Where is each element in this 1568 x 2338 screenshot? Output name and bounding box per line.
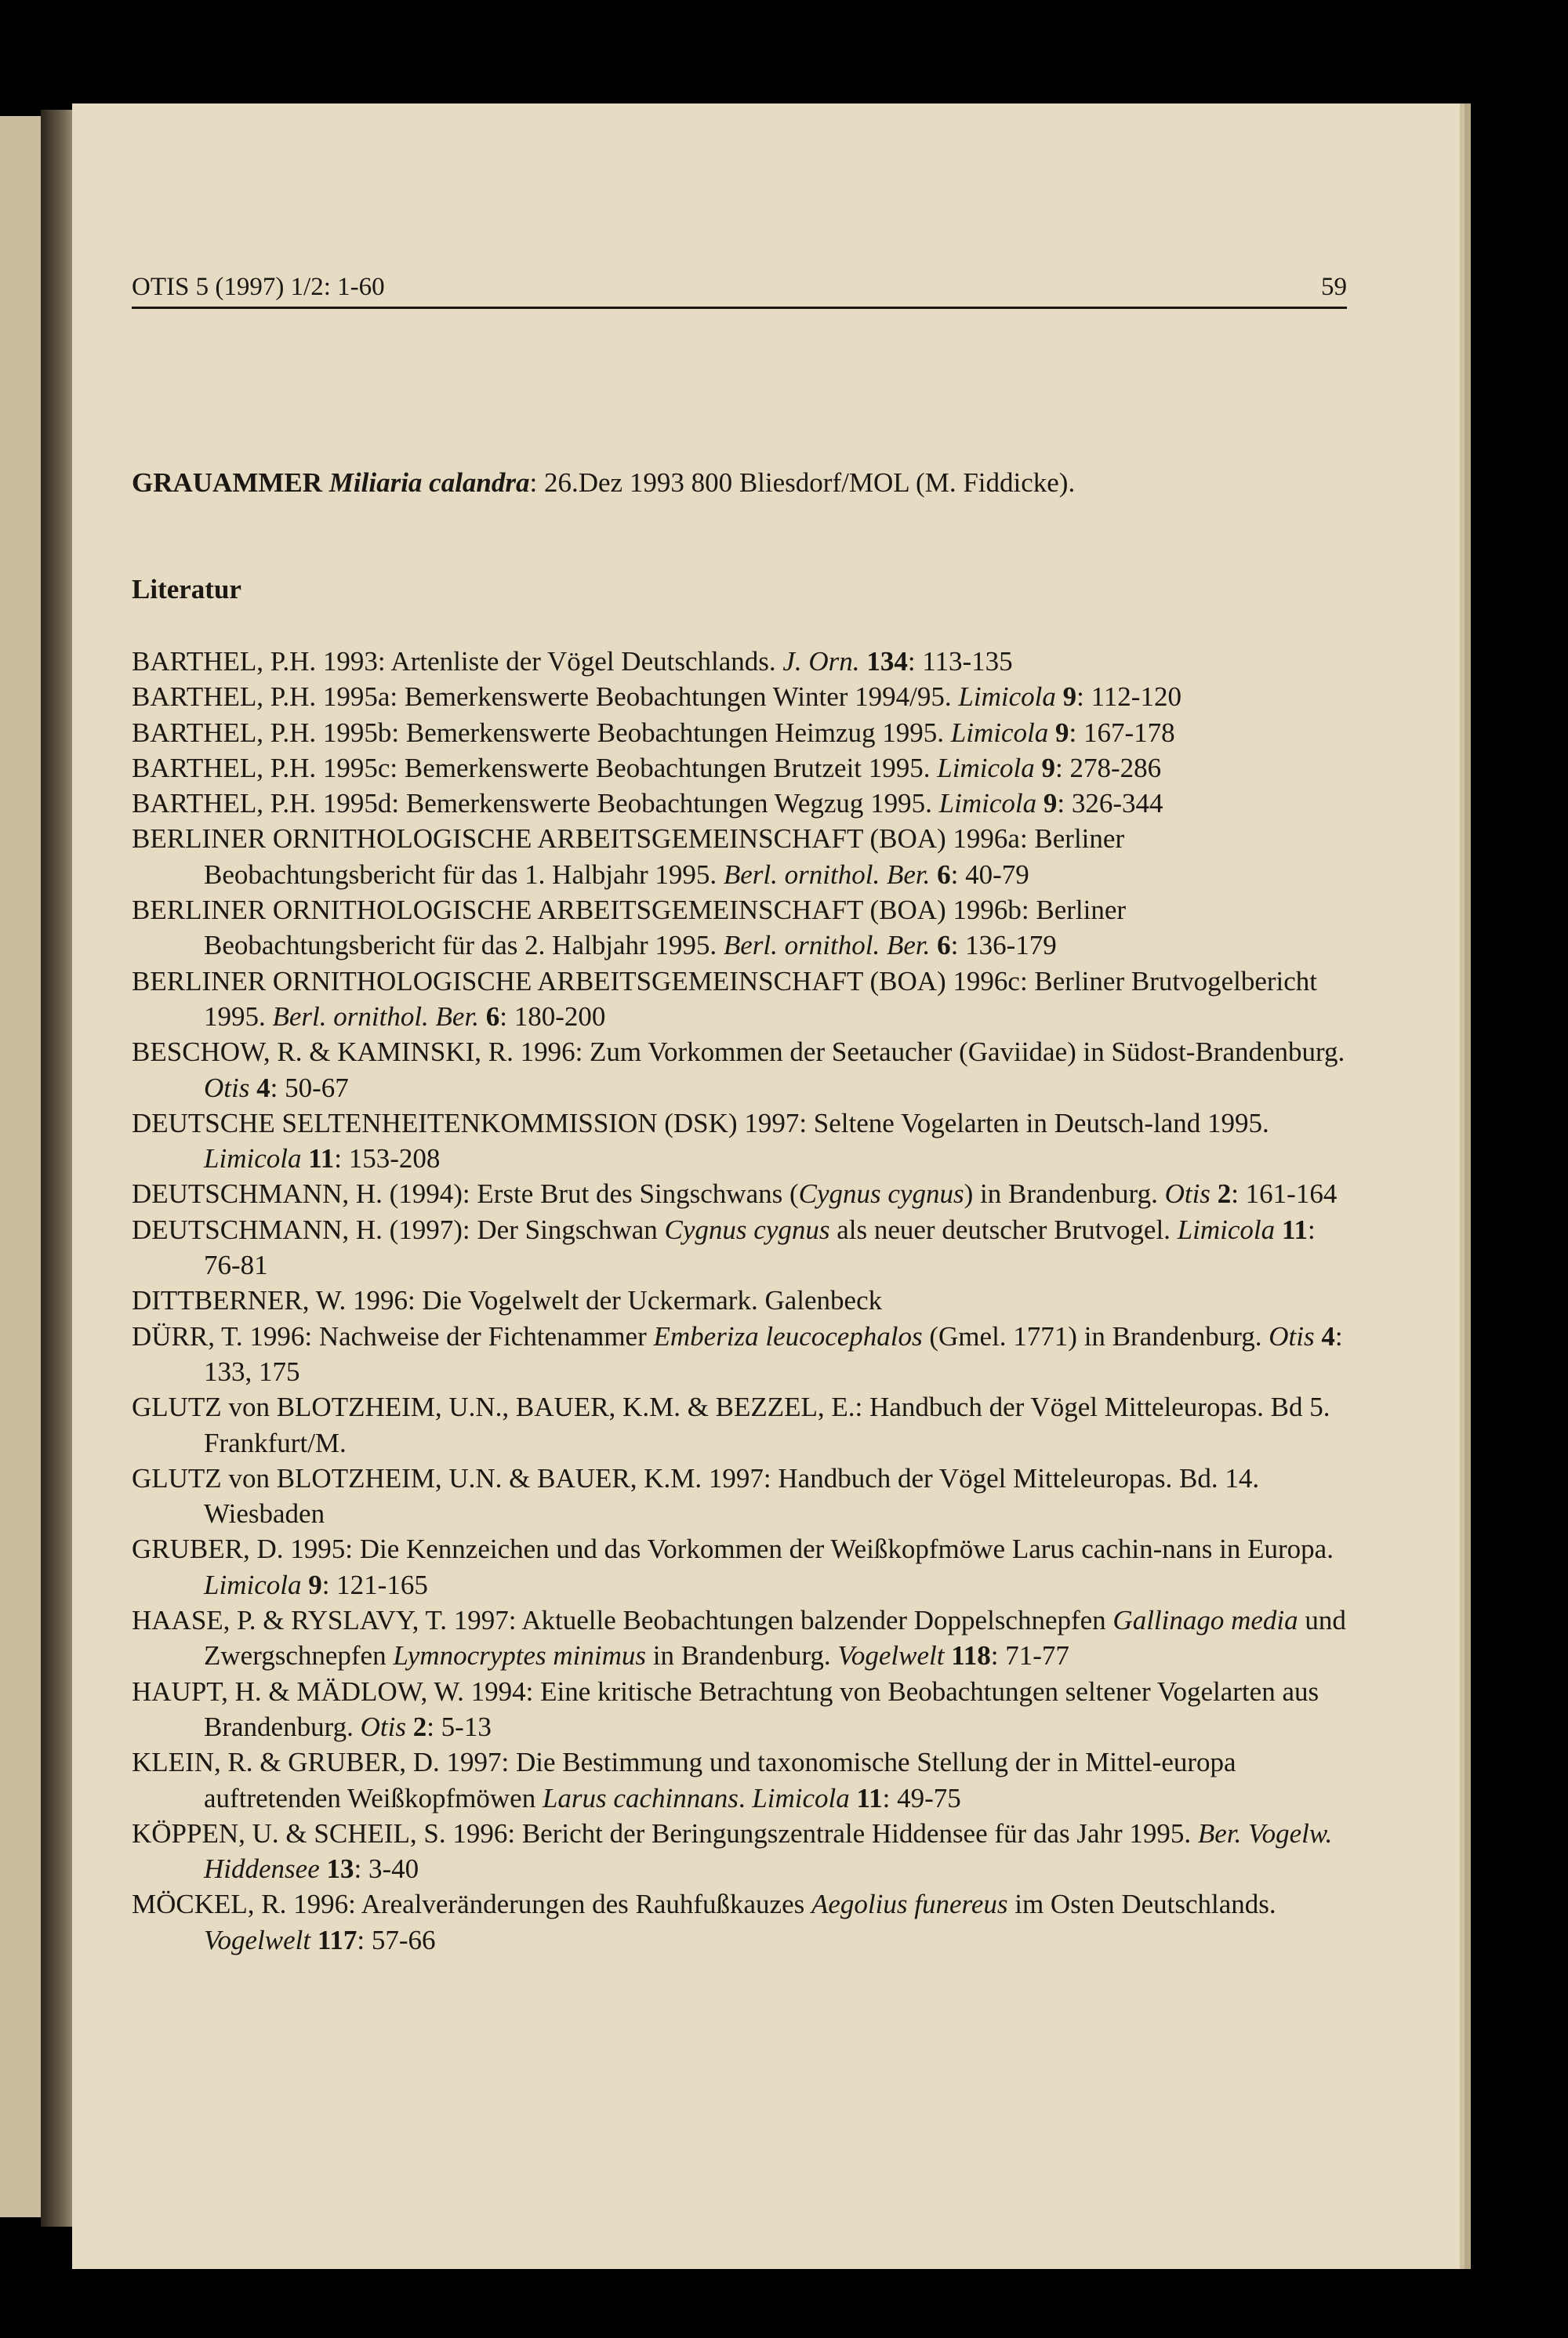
reference-item <box>132 892 1355 964</box>
ref-pages: : 5-13 <box>426 1711 492 1742</box>
species-entry <box>132 467 1075 499</box>
ref-volume: 11 <box>856 1782 883 1813</box>
reference-item <box>132 1034 1355 1105</box>
reference-item <box>132 750 1355 786</box>
ref-species: Cygnus cygnus <box>798 1178 964 1210</box>
ref-volume: 11 <box>1281 1214 1308 1245</box>
ref-text: DEUTSCHE SELTENHEITENKOMMISSION (DSK) 1997: Seltene Vogelarten in Deutsch-land 1995. <box>132 1107 1269 1138</box>
ref-volume: 9 <box>1043 788 1058 819</box>
ref-text: BARTHEL, P.H. 1995a: Bemerkenswerte Beobachtungen Winter 1994/95. <box>132 681 959 713</box>
ref-volume: 2 <box>1217 1178 1232 1210</box>
reference-item <box>132 1176 1355 1211</box>
ref-text: BESCHOW, R. & KAMINSKI, R. 1996: Zum Vorkommen der Seetaucher (Gaviidae) in Südost-Brandenburg. <box>132 1036 1345 1068</box>
ref-pages: : 136-179 <box>950 930 1057 961</box>
species-record: : 26.Dez 1993 800 Bliesdorf/MOL (M. Fiddicke). <box>529 467 1076 498</box>
ref-pages: : 326-344 <box>1057 788 1163 819</box>
page-number: 59 <box>1321 273 1347 301</box>
ref-pages: : 76-81 <box>204 1214 1316 1281</box>
ref-text: DEUTSCHMANN, H. (1994): Erste Brut des Singschwans ( <box>132 1178 799 1210</box>
ref-species: Aegolius funereus <box>811 1889 1008 1920</box>
reference-item <box>132 1531 1355 1603</box>
ref-text: DEUTSCHMANN, H. (1997): Der Singschwan <box>132 1214 665 1245</box>
reference-item <box>132 1816 1355 1887</box>
ref-text: GLUTZ von BLOTZHEIM, U.N. & BAUER, K.M. 1997: Handbuch der Vögel Mitteleuropas. Bd. 14. Wiesbaden <box>132 1462 1260 1530</box>
ref-volume: 4 <box>1321 1320 1335 1352</box>
ref-text: und Zwergschnepfen <box>204 1605 1346 1672</box>
ref-journal: Berl. ornithol. Ber. <box>723 930 931 961</box>
ref-journal: J. Orn. <box>782 646 860 677</box>
ref-pages: : 161-164 <box>1231 1178 1338 1210</box>
ref-volume: 9 <box>1041 752 1055 783</box>
ref-journal: Limicola <box>937 752 1035 783</box>
ref-text: HAUPT, H. & MÄDLOW, W. 1994: Eine kritische Betrachtung von Beobachtungen seltener Vogelarten aus Brandenburg. <box>132 1675 1319 1742</box>
ref-journal: Limicola <box>938 788 1037 819</box>
ref-pages: : 40-79 <box>950 859 1029 890</box>
journal-page <box>72 103 1460 2269</box>
ref-text: HAASE, P. & RYSLAVY, T. 1997: Aktuelle Beobachtungen balzender Doppelschnepfen <box>132 1605 1113 1636</box>
ref-volume: 9 <box>1062 681 1077 713</box>
ref-journal: Vogelwelt <box>204 1924 311 1955</box>
previous-page-edge <box>0 116 41 2217</box>
ref-journal: Limicola <box>950 717 1049 748</box>
ref-journal: Otis <box>360 1711 406 1742</box>
reference-item <box>132 715 1355 750</box>
reference-item <box>132 821 1355 892</box>
reference-item <box>132 1603 1355 1674</box>
reference-list <box>132 644 1355 1958</box>
ref-species: Cygnus cygnus <box>664 1214 830 1245</box>
ref-text: KLEIN, R. & GRUBER, D. 1997: Die Bestimmung und taxonomische Stellung der in Mittel-europa auftretenden Weißkopfmöwen <box>132 1747 1236 1813</box>
ref-pages: : 71-77 <box>990 1640 1069 1672</box>
ref-pages: : 3-40 <box>354 1853 419 1885</box>
ref-journal: Otis <box>1269 1320 1315 1352</box>
ref-volume: 4 <box>256 1072 270 1103</box>
ref-pages: : 121-165 <box>321 1569 428 1600</box>
ref-text: DITTBERNER, W. 1996: Die Vogelwelt der Uckermark. Galenbeck <box>132 1285 883 1316</box>
ref-pages: : 180-200 <box>499 1000 606 1032</box>
ref-volume: 117 <box>317 1924 358 1955</box>
ref-text: BERLINER ORNITHOLOGISCHE ARBEITSGEMEINSCHAFT (BOA) 1996c: Berliner Brutvogelbericht 1995. <box>132 965 1318 1032</box>
ref-volume: 9 <box>308 1569 322 1600</box>
ref-journal: Otis <box>204 1072 250 1103</box>
ref-species: Emberiza leucocephalos <box>653 1320 923 1352</box>
ref-journal: Berl. ornithol. Ber. <box>272 1000 479 1032</box>
ref-journal: Limicola <box>752 1782 850 1813</box>
ref-text: . <box>738 1782 753 1813</box>
ref-text: ) in Brandenburg. <box>964 1178 1165 1210</box>
ref-journal: Limicola <box>204 1143 302 1174</box>
ref-text: GLUTZ von BLOTZHEIM, U.N., BAUER, K.M. & BEZZEL, E.: Handbuch der Vögel Mitteleuropas. Bd 5. Frankfurt/M. <box>132 1392 1330 1458</box>
reference-item <box>132 1212 1355 1283</box>
ref-text: BARTHEL, P.H. 1995d: Bemerkenswerte Beobachtungen Wegzug 1995. <box>132 788 939 819</box>
ref-volume: 11 <box>308 1143 335 1174</box>
ref-text: BERLINER ORNITHOLOGISCHE ARBEITSGEMEINSCHAFT (BOA) 1996b: Berliner Beobachtungsbericht für das 2. Halbjahr 1995. <box>132 895 1127 961</box>
ref-journal: Limicola <box>958 681 1056 713</box>
ref-species: Lymnocryptes minimus <box>393 1640 647 1672</box>
reference-item <box>132 1744 1355 1816</box>
reference-item <box>132 1105 1355 1177</box>
ref-text: GRUBER, D. 1995: Die Kennzeichen und das Vorkommen der Weißkopfmöwe Larus cachin-nans in Europa. <box>132 1534 1334 1565</box>
ref-text: (Gmel. 1771) in Brandenburg. <box>922 1320 1269 1352</box>
reference-item <box>132 1389 1355 1461</box>
ref-pages: : 49-75 <box>882 1782 961 1813</box>
ref-volume: 118 <box>951 1640 991 1672</box>
ref-volume: 9 <box>1055 717 1069 748</box>
ref-pages: : 112-120 <box>1076 681 1181 713</box>
ref-pages: : 167-178 <box>1069 717 1175 748</box>
reference-item <box>132 964 1355 1035</box>
ref-text: MÖCKEL, R. 1996: Arealveränderungen des Rauhfußkauzes <box>132 1889 812 1920</box>
ref-journal: Limicola <box>1177 1214 1276 1245</box>
ref-pages: : 133, 175 <box>204 1320 1343 1387</box>
ref-volume: 6 <box>937 930 951 961</box>
ref-pages: : 113-135 <box>907 646 1013 677</box>
ref-text: DÜRR, T. 1996: Nachweise der Fichtenammer <box>132 1320 654 1352</box>
ref-species: Gallinago media <box>1112 1605 1298 1636</box>
reference-item <box>132 1319 1355 1390</box>
ref-pages: : 50-67 <box>270 1072 349 1103</box>
ref-text: im Osten Deutschlands. <box>1007 1889 1276 1920</box>
ref-journal: Vogelwelt <box>837 1640 945 1672</box>
ref-text: als neuer deutscher Brutvogel. <box>829 1214 1178 1245</box>
ref-text: in Brandenburg. <box>646 1640 838 1672</box>
ref-volume: 6 <box>937 859 951 890</box>
reference-item <box>132 679 1355 714</box>
ref-pages: : 278-286 <box>1054 752 1162 783</box>
reference-item <box>132 1886 1355 1958</box>
ref-journal: Otis <box>1164 1178 1210 1210</box>
ref-text: BARTHEL, P.H. 1995c: Bemerkenswerte Beobachtungen Brutzeit 1995. <box>132 752 938 783</box>
species-name: GRAUAMMER <box>132 467 323 498</box>
ref-pages: : 57-66 <box>357 1924 436 1955</box>
ref-text: BARTHEL, P.H. 1993: Artenliste der Vögel Deutschlands. <box>132 646 783 677</box>
reference-item <box>132 1461 1355 1532</box>
reference-item <box>132 786 1355 821</box>
ref-volume: 13 <box>326 1853 354 1885</box>
species-latin-name: Miliaria calandra <box>328 467 530 498</box>
ref-volume: 134 <box>866 646 908 677</box>
ref-species: Larus cachinnans <box>542 1782 739 1813</box>
ref-text: KÖPPEN, U. & SCHEIL, S. 1996: Bericht der Beringungszentrale Hiddensee für das Jahr 1995. <box>132 1817 1198 1849</box>
ref-journal: Ber. Vogelw. Hiddensee <box>204 1817 1333 1885</box>
reference-item <box>132 1283 1355 1318</box>
ref-volume: 6 <box>485 1000 500 1032</box>
journal-citation: OTIS 5 (1997) 1/2: 1-60 <box>132 273 385 301</box>
ref-text: BARTHEL, P.H. 1995b: Bemerkenswerte Beobachtungen Heimzug 1995. <box>132 717 951 748</box>
section-heading: Literatur <box>132 574 241 604</box>
ref-text: BERLINER ORNITHOLOGISCHE ARBEITSGEMEINSCHAFT (BOA) 1996a: Berliner Beobachtungsbericht für das 1. Halbjahr 1995. <box>132 823 1125 890</box>
ref-volume: 2 <box>412 1711 427 1742</box>
ref-journal: Berl. ornithol. Ber. <box>723 859 931 890</box>
ref-pages: : 153-208 <box>334 1143 441 1174</box>
reference-item <box>132 644 1355 679</box>
reference-item <box>132 1674 1355 1745</box>
ref-journal: Limicola <box>204 1569 302 1600</box>
running-head <box>132 264 1347 309</box>
